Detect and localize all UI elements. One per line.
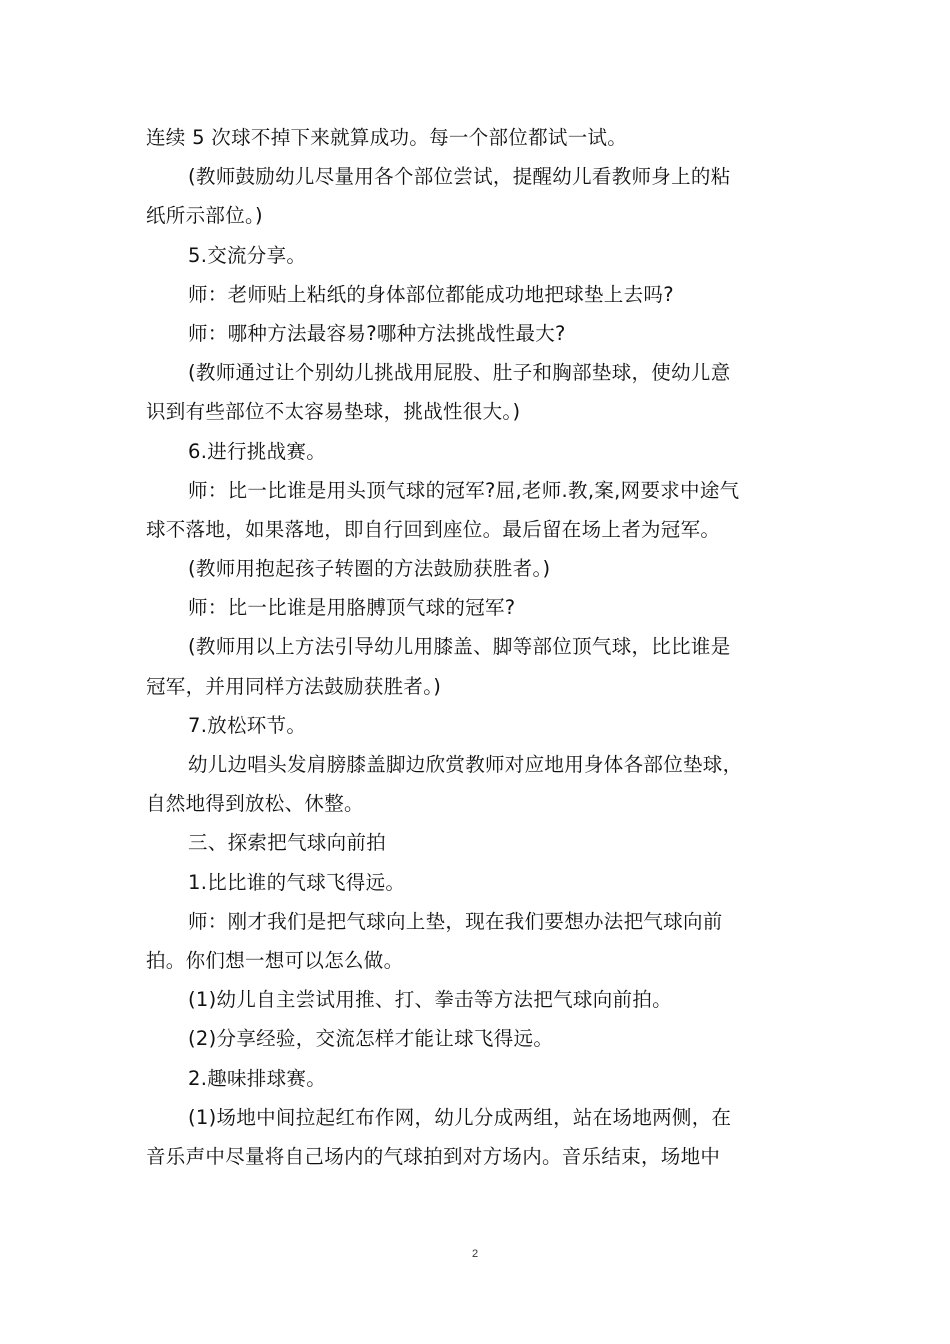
text-line: 纸所示部位。) <box>146 204 263 228</box>
section-heading: 5.交流分享。 <box>188 243 307 267</box>
text-line: 师：比一比谁是用胳膊顶气球的冠军? <box>188 596 516 620</box>
text-line: (教师用抱起孩子转圈的方法鼓励获胜者。) <box>188 557 551 581</box>
text-line: 师：比一比谁是用头顶气球的冠军?屈,老师.教,案,网要求中途气 <box>188 478 740 502</box>
text-line: (教师通过让个别幼儿挑战用屁股、肚子和胸部垫球，使幼儿意 <box>188 361 731 385</box>
text-line: 球不落地，如果落地，即自行回到座位。最后留在场上者为冠军。 <box>146 517 721 541</box>
text-line: (1)幼儿自主尝试用推、打、拳击等方法把气球向前拍。 <box>188 988 672 1012</box>
document-body <box>146 118 822 1176</box>
text-line: 师：老师贴上粘纸的身体部位都能成功地把球垫上去吗? <box>188 282 674 306</box>
text-line: (1)场地中间拉起红布作网，幼儿分成两组，站在场地两侧，在 <box>188 1105 732 1129</box>
text-line: (教师鼓励幼儿尽量用各个部位尝试，提醒幼儿看教师身上的粘 <box>188 165 731 189</box>
section-heading: 2.趣味排球赛。 <box>188 1066 327 1090</box>
text-line: 音乐声中尽量将自己场内的气球拍到对方场内。音乐结束，场地中 <box>146 1144 721 1168</box>
section-heading: 7.放松环节。 <box>188 713 307 737</box>
text-line: 冠军，并用同样方法鼓励获胜者。) <box>146 674 442 698</box>
text-line: 师：哪种方法最容易?哪种方法挑战性最大? <box>188 321 566 345</box>
section-heading: 1.比比谁的气球飞得远。 <box>188 870 406 894</box>
text-line: (教师用以上方法引导幼儿用膝盖、脚等部位顶气球，比比谁是 <box>188 635 731 659</box>
text-line: (2)分享经验，交流怎样才能让球飞得远。 <box>188 1027 554 1051</box>
section-heading: 三、探索把气球向前拍 <box>188 831 387 855</box>
text-line: 拍。你们想一想可以怎么做。 <box>146 948 404 972</box>
text-line: 识到有些部位不太容易垫球，挑战性很大。) <box>146 400 521 424</box>
page-number: 2 <box>471 1248 479 1260</box>
text-line: 连续 5 次球不掉下来就算成功。每一个部位都试一试。 <box>146 126 628 149</box>
text-line: 自然地得到放松、休整。 <box>146 792 364 816</box>
section-heading: 6.进行挑战赛。 <box>188 439 327 463</box>
text-line: 幼儿边唱头发肩膀膝盖脚边欣赏教师对应地用身体各部位垫球， <box>188 753 743 776</box>
text-line: 师：刚才我们是把气球向上垫，现在我们要想办法把气球向前 <box>188 909 723 933</box>
